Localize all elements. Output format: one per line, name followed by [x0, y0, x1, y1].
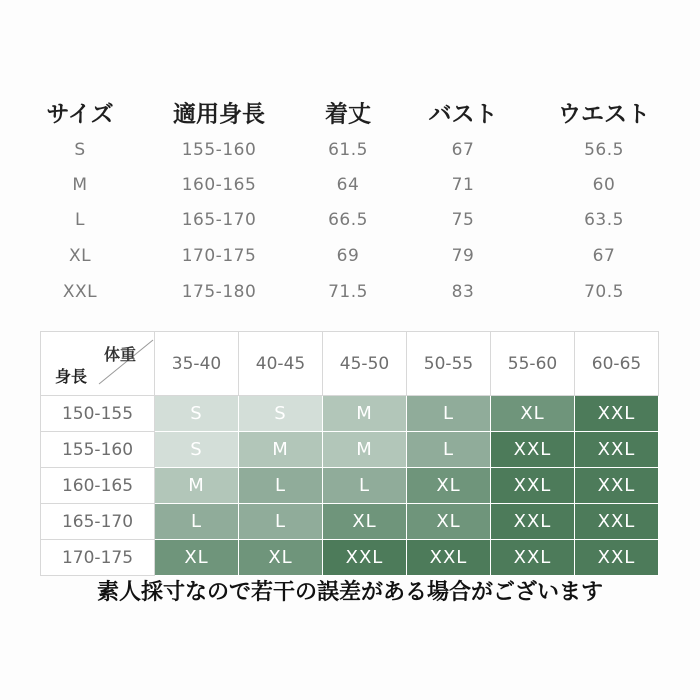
matrix-size-cell: XL [155, 540, 239, 576]
matrix-size-cell: XXL [575, 504, 659, 540]
matrix-size-cell: XXL [491, 504, 575, 540]
matrix-size-cell: XXL [575, 540, 659, 576]
row-m-waist: 60 [592, 175, 616, 195]
matrix-size-cell: L [155, 504, 239, 540]
height-header: 155-160 [41, 432, 155, 468]
row-xl-waist: 67 [592, 246, 616, 266]
matrix-size-cell: M [323, 396, 407, 432]
matrix-size-cell: L [239, 468, 323, 504]
weight-header: 55-60 [491, 332, 575, 396]
row-xl-height: 170-175 [181, 246, 257, 266]
row-l-height: 165-170 [181, 210, 257, 230]
weight-header: 40-45 [239, 332, 323, 396]
corner-height-label: 身長 [55, 367, 88, 386]
row-m-length: 64 [336, 175, 360, 195]
matrix-size-cell: S [239, 396, 323, 432]
height-header: 165-170 [41, 504, 155, 540]
header-length: 着丈 [325, 101, 371, 128]
height-header: 160-165 [41, 468, 155, 504]
height-header: 170-175 [41, 540, 155, 576]
row-m-size: M [72, 175, 88, 195]
row-l-waist: 63.5 [584, 210, 624, 230]
header-size: サイズ [46, 101, 114, 128]
weight-header: 35-40 [155, 332, 239, 396]
matrix-corner-cell [41, 332, 155, 396]
row-xl-bust: 79 [451, 246, 475, 266]
row-s-size: S [74, 140, 86, 160]
matrix-size-cell: L [323, 468, 407, 504]
row-xxl-height: 175-180 [181, 282, 257, 302]
header-height: 適用身長 [173, 101, 265, 128]
matrix-size-cell: XL [407, 504, 491, 540]
matrix-size-cell: XXL [575, 468, 659, 504]
row-l-bust: 75 [451, 210, 475, 230]
matrix-size-cell: S [155, 432, 239, 468]
matrix-size-cell: XL [491, 396, 575, 432]
row-xl-size: XL [68, 246, 92, 266]
row-xxl-bust: 83 [451, 282, 475, 302]
row-xxl-waist: 70.5 [584, 282, 624, 302]
matrix-size-cell: XXL [491, 468, 575, 504]
matrix-size-cell: L [239, 504, 323, 540]
matrix-size-cell: XL [323, 504, 407, 540]
row-xxl-length: 71.5 [328, 282, 368, 302]
row-s-height: 155-160 [181, 140, 257, 160]
matrix-size-cell: XXL [491, 432, 575, 468]
matrix-size-cell: M [155, 468, 239, 504]
row-m-bust: 71 [451, 175, 475, 195]
row-s-bust: 67 [451, 140, 475, 160]
row-l-length: 66.5 [328, 210, 368, 230]
matrix-size-cell: M [323, 432, 407, 468]
row-l-size: L [75, 210, 85, 230]
row-xxl-size: XXL [62, 282, 98, 302]
matrix-size-cell: XL [239, 540, 323, 576]
weight-header: 60-65 [575, 332, 659, 396]
row-m-height: 160-165 [181, 175, 257, 195]
header-waist: ウエスト [558, 101, 650, 128]
matrix-size-cell: XXL [323, 540, 407, 576]
corner-weight-label: 体重 [103, 345, 136, 364]
measurement-note: 素人採寸なので若干の誤差がある場合がございます [96, 580, 603, 605]
row-xl-length: 69 [336, 246, 360, 266]
height-header: 150-155 [41, 396, 155, 432]
matrix-size-cell: S [155, 396, 239, 432]
size-recommendation-matrix [40, 331, 659, 576]
weight-header: 45-50 [323, 332, 407, 396]
matrix-size-cell: XXL [575, 432, 659, 468]
matrix-size-cell: L [407, 396, 491, 432]
matrix-size-cell: XXL [407, 540, 491, 576]
header-bust: バスト [428, 101, 498, 128]
row-s-waist: 56.5 [584, 140, 624, 160]
matrix-size-cell: XXL [491, 540, 575, 576]
matrix-size-cell: L [407, 432, 491, 468]
matrix-size-cell: M [239, 432, 323, 468]
row-s-length: 61.5 [328, 140, 368, 160]
matrix-size-cell: XL [407, 468, 491, 504]
weight-header: 50-55 [407, 332, 491, 396]
matrix-size-cell: XXL [575, 396, 659, 432]
